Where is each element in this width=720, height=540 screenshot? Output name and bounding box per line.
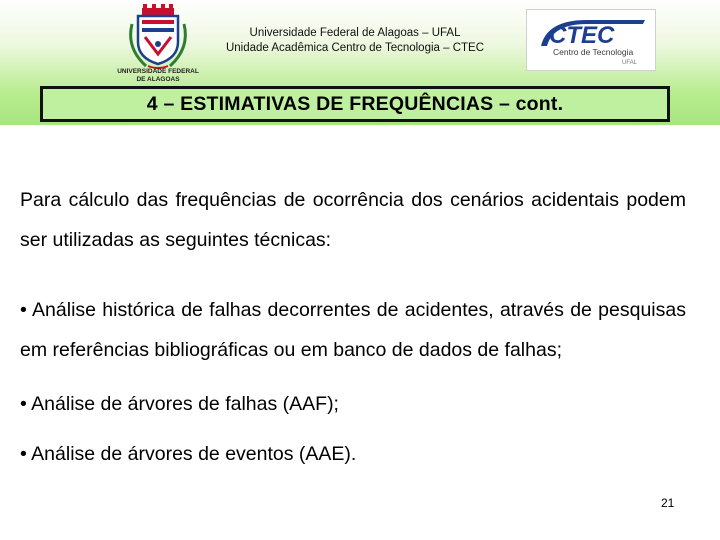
slide-content [20,180,686,474]
intro-paragraph: Para cálculo das frequências de ocorrência dos cenários acidentais podem ser utilizadas as seguintes técnicas: [20,189,686,251]
ufal-logo-line-2: DE ALAGOAS [136,76,180,83]
slide-title: 4 – ESTIMATIVAS DE FREQUÊNCIAS – cont. [146,92,564,115]
ctec-logo-subtitle: Centro de Tecnologia [553,47,634,57]
bullet-fault-tree: • Análise de árvores de falhas (AAF); [20,393,339,415]
university-line: Universidade Federal de Alagoas – UFAL [249,27,461,39]
ctec-logo-small: UFAL [622,60,638,66]
ctec-logo [526,9,656,71]
ufal-logo-caption [110,68,206,84]
bullet-historical-analysis: • Análise histórica de falhas decorrentes de acidentes, através de pesquisas em referências bibliográficas ou em banco de dados de falhas; [20,299,686,361]
bullet-event-tree: • Análise de árvores de eventos (AAE). [20,443,357,465]
slide-title-box [40,86,670,122]
ctec-logo-text: CTEC [549,22,615,49]
unit-line: Unidade Acadêmica Centro de Tecnologia – CTEC [225,42,485,54]
page-number: 21 [661,496,675,510]
crown-icon [142,4,174,15]
ufal-logo-line-1: UNIVERSIDADE FEDERAL [117,68,199,75]
institution-header [205,26,505,56]
